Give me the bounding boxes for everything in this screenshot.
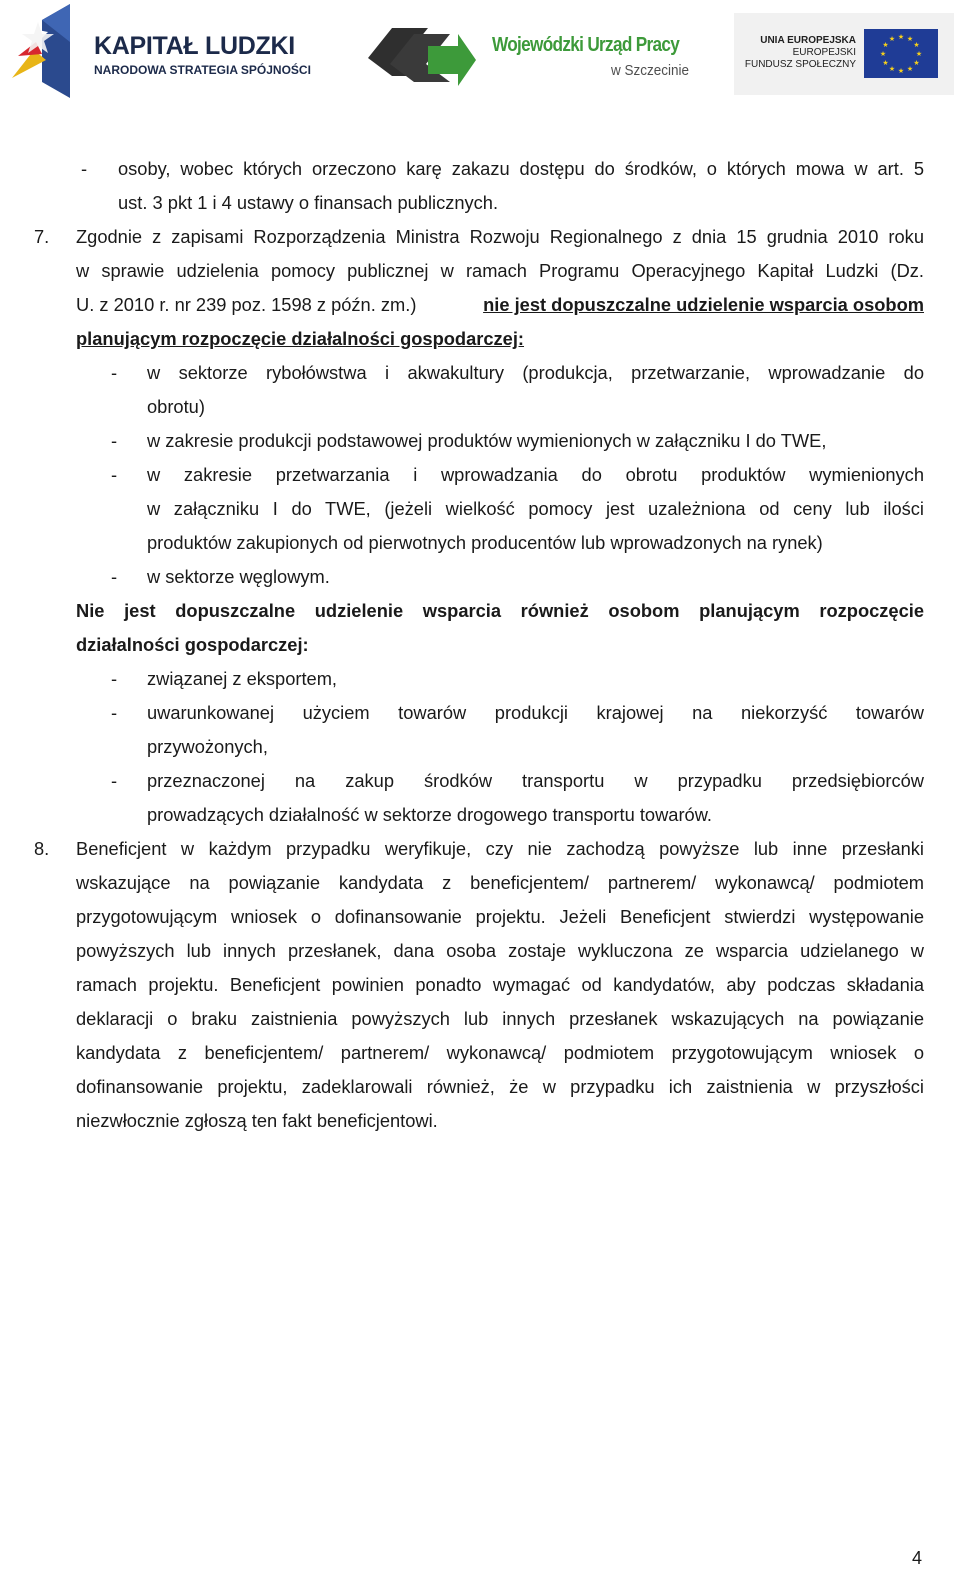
wup-logo [366,20,706,100]
text-span: U. z 2010 r. nr 239 poz. 1598 z późn. zm.) [76,294,417,315]
wup-name: Wojewódzki Urząd Pracy [492,34,680,56]
kapital-ludzki-title: KAPITAŁ LUDZKI [94,32,295,60]
wup-city: w Szczecinie [611,62,690,79]
svg-text:★: ★ [879,50,887,58]
page-header [0,0,960,110]
text-line: w zakresie produkcji podstawowej produktów wymienionych w załączniku I do TWE, [147,430,827,451]
svg-text:★: ★ [897,67,905,75]
list-dash: - [81,158,88,179]
text-line: związanej z eksportem, [147,668,337,689]
text-line: Zgodnie z zapisami Rozporządzenia Ministra Rozwoju Regionalnego z dnia 15 grudnia 2010 roku [76,226,924,247]
svg-text:★: ★ [915,50,923,58]
page-number: 4 [912,1548,923,1568]
text-line: w załączniku I do TWE, (jeżeli wielkość pomocy jest uzależniona od ceny lub ilości [147,498,924,519]
svg-text:★: ★ [888,35,896,43]
text-line: kandydata z beneficjentem/ partnerem/ wykonawcą/ podmiotem przygotowującym wniosek o [76,1042,924,1063]
underlined-text: planującym rozpoczęcie działalności gospodarczej: [76,328,525,349]
wup-arrow-icon [366,20,478,90]
eu-flag-icon [864,29,938,78]
svg-text:★: ★ [882,59,889,67]
list-dash: - [111,668,118,689]
text-line: osoby, wobec których orzeczono karę zakazu dostępu do środków, o których mowa w art. 5 [118,158,924,179]
eu-line-3: FUNDUSZ SPOŁECZNY [744,59,856,70]
text-line: przygotowującym wniosek o dofinansowanie projektu. Jeżeli Beneficjent stwierdzi występowanie [76,906,924,927]
text-line: dofinansowanie projektu, zadeklarowali również, że w przypadku ich zaistnienia w przyszłości [76,1076,924,1097]
kapital-ludzki-logo [8,2,318,100]
text-line: w sektorze rybołówstwa i akwakultury (produkcja, przetwarzanie, wprowadzanie do [147,362,924,383]
text-line: przywożonych, [147,736,268,757]
text-line: ust. 3 pkt 1 i 4 ustawy o finansach publicznych. [118,192,499,213]
text-line: Beneficjent w każdym przypadku weryfikuje, czy nie zachodzą powyższe lub inne przesłanki [76,838,924,859]
item-number: 8. [34,838,50,859]
list-dash: - [111,362,118,383]
svg-text:★: ★ [897,33,905,41]
kapital-ludzki-emblem-icon [8,2,88,100]
eu-text [745,35,856,71]
text-line: powyższych lub innych przesłanek, dana osoba zostaje wykluczona ze wsparcia udzielanego w [76,940,924,961]
kapital-ludzki-subtitle: NARODOWA STRATEGIA SPÓJNOŚCI [94,63,311,77]
list-dash: - [111,430,118,451]
text-line: niezwłocznie zgłoszą ten fakt beneficjentowi. [76,1110,438,1131]
text-line: w sektorze węglowym. [147,566,330,587]
svg-text:★: ★ [906,35,914,43]
item-number: 7. [34,226,50,247]
text-line: w sprawie udzielenia pomocy publicznej w ramach Programu Operacyjnego Kapitał Ludzki (Dz. [76,260,924,281]
text-line: deklaracji o braku zaistnienia powyższych lub innych przesłanek wskazujących na powiązanie [76,1008,924,1029]
bold-text: Nie jest dopuszczalne udzielenie wsparcia również osobom planującym rozpoczęcie [76,600,924,621]
svg-text:★: ★ [913,59,920,67]
list-dash: - [111,770,118,791]
text-line: ramach projektu. Beneficjent powinien ponadto wymagać od kandydatów, aby podczas składania [76,974,924,995]
underlined-text: nie jest dopuszczalne udzielenie wsparcia osobom [483,294,924,315]
bold-text: działalności gospodarczej: [76,634,309,655]
text-line [76,288,416,322]
text-line: obrotu) [147,396,205,417]
list-dash: - [111,464,118,485]
eu-logo [734,13,954,95]
text-line: w zakresie przetwarzania i wprowadzania do obrotu produktów wymienionych [147,464,924,485]
svg-text:★: ★ [888,65,896,73]
eu-line-1: UNIA EUROPEJSKA [760,35,856,46]
text-line: prowadzących działalność w sektorze drogowego transportu towarów. [147,804,712,825]
eu-line-2: EUROPEJSKI [792,47,856,58]
svg-text:★: ★ [882,41,889,49]
svg-text:★: ★ [906,65,914,73]
svg-text:★: ★ [913,41,920,49]
text-line: uwarunkowanej użyciem towarów produkcji krajowej na niekorzyść towarów [147,702,924,723]
text-line: wskazujące na powiązanie kandydata z beneficjentem/ partnerem/ wykonawcą/ podmiotem [76,872,924,893]
list-dash: - [111,702,118,723]
text-line: przeznaczonej na zakup środków transportu w przypadku przedsiębiorców [147,770,924,791]
list-dash: - [111,566,118,587]
text-line: produktów zakupionych od pierwotnych producentów lub wprowadzonych na rynek) [147,532,823,553]
